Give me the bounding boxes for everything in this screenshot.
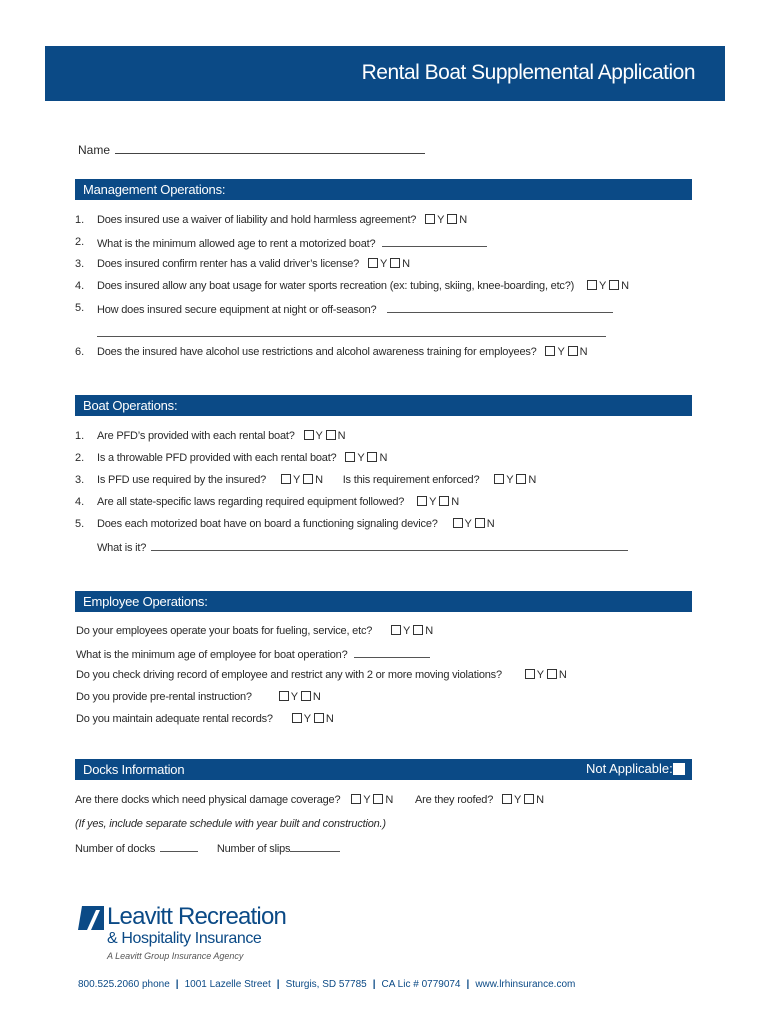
- management-q4: [97, 280, 632, 292]
- yes-checkbox[interactable]: [391, 625, 401, 635]
- management-q1: [97, 214, 470, 226]
- question-number: 2.: [75, 452, 85, 464]
- yes-checkbox[interactable]: [368, 258, 378, 268]
- yes-checkbox[interactable]: [525, 669, 535, 679]
- employee-min-age-field[interactable]: [354, 647, 430, 658]
- question-text: What is the minimum allowed age to rent a motorized boat?: [97, 238, 376, 250]
- no-checkbox[interactable]: [524, 794, 534, 804]
- yes-label: Y: [357, 452, 365, 464]
- no-checkbox[interactable]: [447, 214, 457, 224]
- yes-checkbox[interactable]: [425, 214, 435, 224]
- yes-label: Y: [437, 214, 445, 226]
- not-applicable-label: Not Applicable:: [586, 761, 673, 776]
- secure-equipment-field[interactable]: [387, 302, 613, 313]
- num-docks-field[interactable]: [160, 841, 198, 852]
- question-text: Do your employees operate your boats for fueling, service, etc?: [76, 625, 373, 637]
- footer-separator: |: [276, 979, 280, 990]
- no-label: N: [402, 258, 410, 270]
- no-label: N: [379, 452, 388, 464]
- management-section-header: Management Operations:: [75, 179, 692, 200]
- yes-label: Y: [464, 518, 472, 530]
- no-checkbox[interactable]: [390, 258, 400, 268]
- question-text: How does insured secure equipment at night or off-season?: [97, 304, 377, 316]
- footer-city: Sturgis, SD 57785: [285, 979, 367, 990]
- question-number: 4.: [75, 280, 85, 292]
- docks-counts: [75, 841, 340, 855]
- footer-license: CA Lic # 0779074: [381, 979, 461, 990]
- boat-q3: [97, 474, 539, 486]
- no-checkbox[interactable]: [568, 346, 578, 356]
- yes-label: Y: [506, 474, 514, 486]
- boat-q5b: [97, 540, 628, 554]
- question-text: What is the minimum age of employee for boat operation?: [76, 649, 348, 661]
- question-number: 1.: [75, 214, 85, 226]
- no-checkbox[interactable]: [413, 625, 423, 635]
- boat-q1: [97, 430, 348, 442]
- no-checkbox[interactable]: [314, 713, 324, 723]
- boat-section-header: Boat Operations:: [75, 395, 692, 416]
- name-label: Name: [78, 143, 111, 157]
- yes-checkbox[interactable]: [417, 496, 427, 506]
- no-label: N: [451, 496, 459, 508]
- boat-q5: [97, 518, 497, 530]
- management-q2: [97, 236, 487, 250]
- question-text: Do you check driving record of employee and restrict any with 2 or more moving violations?: [76, 669, 502, 681]
- question-text: Does each motorized boat have on board a functioning signaling device?: [97, 518, 438, 530]
- yes-checkbox[interactable]: [494, 474, 504, 484]
- no-checkbox[interactable]: [301, 691, 311, 701]
- no-label: N: [312, 691, 321, 703]
- name-field-row: [78, 142, 425, 157]
- docks-note: (If yes, include separate schedule with year built and construction.): [75, 818, 386, 830]
- footer-phone: 800.525.2060 phone: [78, 979, 170, 990]
- no-label: N: [486, 518, 495, 530]
- question-number: 4.: [75, 496, 85, 508]
- num-slips-label: Number of slips: [216, 843, 291, 855]
- logo-agency: A Leavitt Group Insurance Agency: [107, 951, 244, 961]
- question-text: Are PFD’s provided with each rental boat?: [97, 430, 295, 442]
- no-checkbox[interactable]: [303, 474, 313, 484]
- no-label: N: [425, 625, 433, 637]
- no-label: N: [621, 280, 629, 292]
- logo-name: Leavitt Recreation: [107, 903, 287, 930]
- question-number: 5.: [75, 302, 85, 314]
- no-checkbox[interactable]: [609, 280, 619, 290]
- yes-checkbox[interactable]: [351, 794, 361, 804]
- yes-label: Y: [379, 258, 388, 270]
- footer-website-link[interactable]: www.lrhinsurance.com: [475, 979, 576, 990]
- question-number: 2.: [75, 236, 85, 248]
- footer-separator: |: [175, 979, 179, 990]
- management-q3: [97, 258, 413, 270]
- name-field[interactable]: [115, 142, 425, 154]
- signaling-device-field[interactable]: [151, 540, 628, 551]
- docks-section-header: Docks Information: [75, 759, 692, 780]
- num-slips-field[interactable]: [290, 841, 340, 852]
- yes-checkbox[interactable]: [304, 430, 314, 440]
- yes-label: Y: [363, 794, 371, 806]
- employee-q3: [76, 669, 570, 681]
- page-title: Rental Boat Supplemental Application: [361, 61, 695, 84]
- footer-contact: [78, 979, 575, 990]
- question-text: Is PFD use required by the insured?: [97, 474, 267, 486]
- question-text: Do you provide pre-rental instruction?: [76, 691, 252, 703]
- no-checkbox[interactable]: [475, 518, 485, 528]
- no-label: N: [536, 794, 544, 806]
- title-banner: [45, 46, 725, 101]
- yes-checkbox[interactable]: [292, 713, 302, 723]
- yes-label: Y: [598, 280, 607, 292]
- yes-label: Y: [513, 794, 522, 806]
- boat-q2: [97, 452, 390, 464]
- question-number: 6.: [75, 346, 85, 358]
- no-label: N: [528, 474, 537, 486]
- question-text: Do you maintain adequate rental records?: [76, 713, 273, 725]
- footer-separator: |: [466, 979, 470, 990]
- employee-section-header: Employee Operations:: [75, 591, 692, 612]
- not-applicable-checkbox[interactable]: [673, 763, 685, 775]
- question-number: 3.: [75, 474, 85, 486]
- yes-checkbox[interactable]: [587, 280, 597, 290]
- question-number: 1.: [75, 430, 85, 442]
- no-checkbox[interactable]: [547, 669, 557, 679]
- management-q5: [97, 302, 613, 316]
- yes-label: Y: [557, 346, 565, 358]
- no-label: N: [558, 669, 567, 681]
- no-label: N: [315, 474, 323, 486]
- no-checkbox[interactable]: [367, 452, 377, 462]
- employee-q1: [76, 625, 436, 637]
- question-number: 5.: [75, 518, 85, 530]
- management-q6: [97, 346, 590, 358]
- num-docks-label: Number of docks: [75, 843, 156, 855]
- question-text: Does insured confirm renter has a valid driver’s license?: [97, 258, 360, 270]
- yes-label: Y: [303, 713, 311, 725]
- no-checkbox[interactable]: [439, 496, 449, 506]
- boat-q4: [97, 496, 462, 508]
- employee-q5: [76, 713, 337, 725]
- yes-label: Y: [292, 474, 301, 486]
- question-text: Are there docks which need physical damage coverage?: [75, 794, 341, 806]
- question-text: Does insured use a waiver of liability and hold harmless agreement?: [97, 214, 417, 226]
- yes-checkbox[interactable]: [279, 691, 289, 701]
- yes-label: Y: [290, 691, 298, 703]
- question-text: Does the insured have alcohol use restrictions and alcohol awareness training for employees?: [97, 346, 537, 358]
- no-label: N: [579, 346, 588, 358]
- footer-separator: |: [372, 979, 376, 990]
- logo-subtitle: & Hospitality Insurance: [107, 930, 262, 947]
- question-number: 3.: [75, 258, 85, 270]
- no-label: N: [337, 430, 346, 442]
- no-checkbox[interactable]: [516, 474, 526, 484]
- leavitt-logo-icon: [78, 906, 104, 930]
- employee-q4: [76, 691, 324, 703]
- footer-address: 1001 Lazelle Street: [184, 979, 271, 990]
- yes-checkbox[interactable]: [545, 346, 555, 356]
- question-text: Does insured allow any boat usage for water sports recreation (ex: tubing, skiing, knee-boarding, etc?): [97, 280, 575, 292]
- no-checkbox[interactable]: [373, 794, 383, 804]
- yes-checkbox[interactable]: [453, 518, 463, 528]
- no-checkbox[interactable]: [326, 430, 336, 440]
- yes-label: Y: [403, 625, 411, 637]
- no-label: N: [385, 794, 394, 806]
- yes-label: Y: [315, 430, 323, 442]
- min-age-field[interactable]: [382, 236, 487, 247]
- docks-q1: [75, 794, 547, 806]
- yes-label: Y: [536, 669, 544, 681]
- no-label: N: [325, 713, 334, 725]
- yes-checkbox[interactable]: [345, 452, 355, 462]
- employee-q2: [76, 647, 430, 661]
- secure-equipment-field-line2[interactable]: [97, 326, 606, 337]
- yes-checkbox[interactable]: [281, 474, 291, 484]
- question-text: What is it?: [97, 542, 147, 554]
- question-text: Is this requirement enforced?: [342, 474, 480, 486]
- yes-label: Y: [429, 496, 437, 508]
- question-text: Is a throwable PFD provided with each rental boat?: [97, 452, 337, 464]
- yes-checkbox[interactable]: [502, 794, 512, 804]
- question-text: Are all state-specific laws regarding required equipment followed?: [97, 496, 405, 508]
- question-text: Are they roofed?: [414, 794, 494, 806]
- no-label: N: [459, 214, 467, 226]
